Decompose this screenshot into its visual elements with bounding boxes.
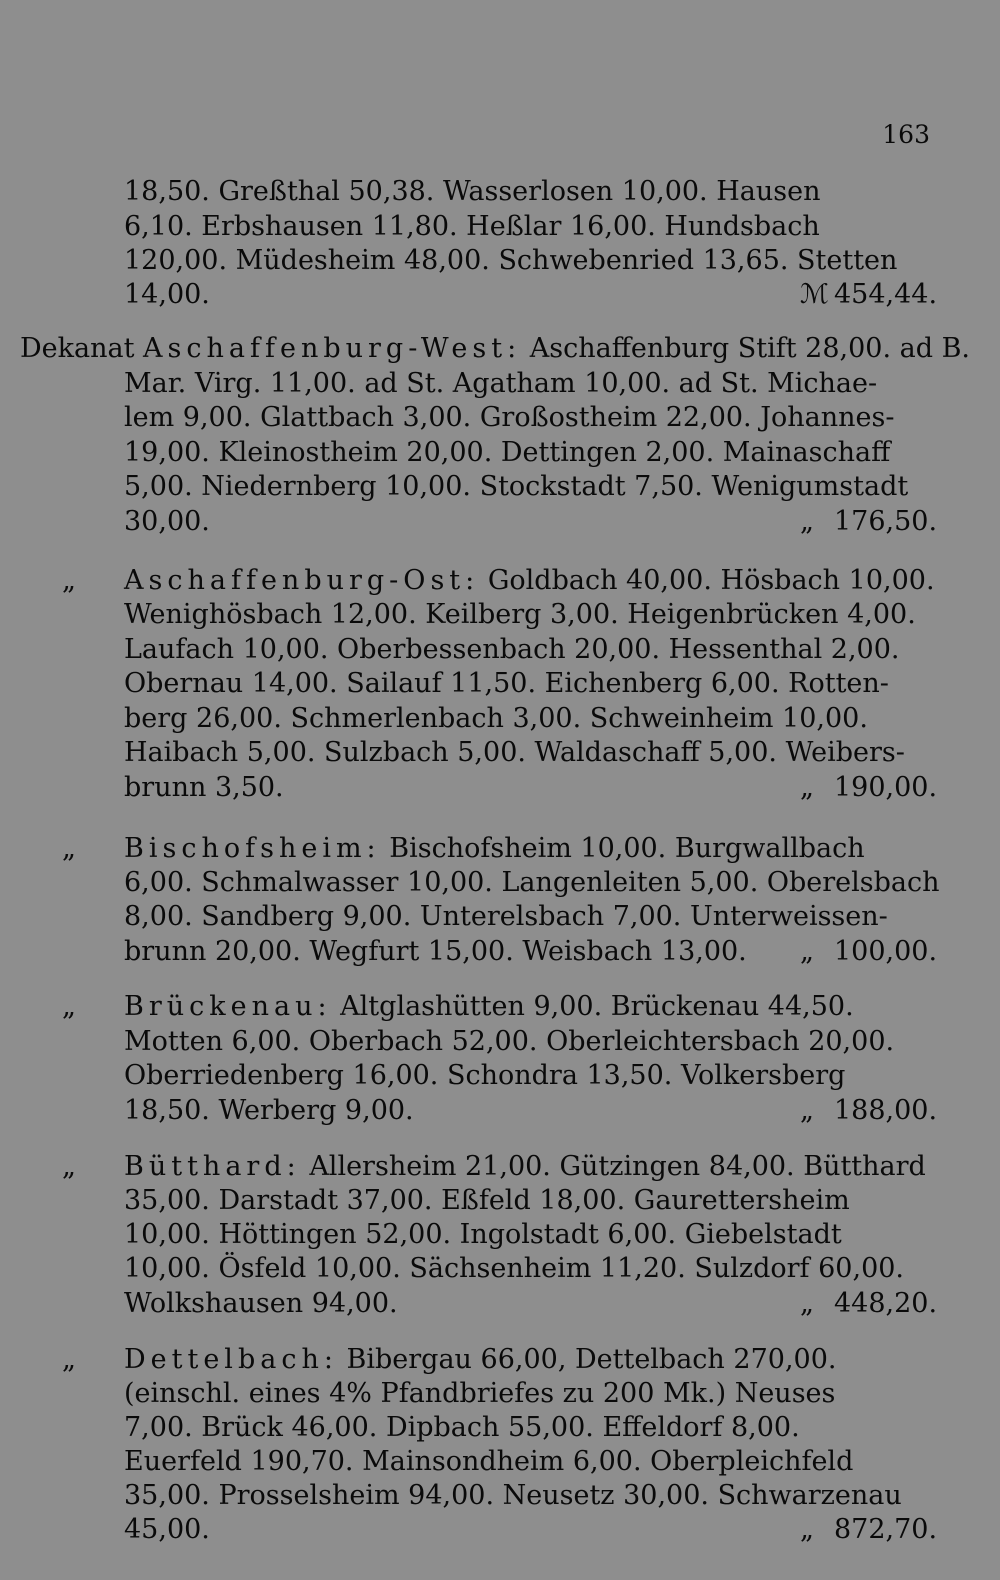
entry-total	[800, 935, 938, 969]
dekanat-label: Aschaffenburg-Ost:	[124, 565, 480, 596]
total-amount: 100,00.	[834, 936, 938, 967]
entry-line: 5,00. Niedernberg 10,00. Stockstadt 7,50. Wenigumstadt	[124, 471, 909, 502]
ditto-mark: „	[800, 1095, 814, 1126]
entry-line: 18,50. Greßthal 50,38. Wasserlosen 10,00. Hausen	[124, 176, 821, 207]
entry-line: 18,50. Werberg 9,00.	[124, 1095, 414, 1126]
entry-total	[800, 771, 938, 805]
ditto-mark: „	[62, 991, 76, 1022]
total-amount: 872,70.	[834, 1514, 938, 1545]
entry-line: 8,00. Sandberg 9,00. Unterelsbach 7,00. Unterweissen-	[124, 901, 888, 932]
entry-line: Mar. Virg. 11,00. ad St. Agatham 10,00. ad St. Michae-	[124, 368, 878, 399]
ditto-mark: „	[800, 772, 814, 803]
total-amount: 448,20.	[834, 1288, 938, 1319]
entry-line: Motten 6,00. Oberbach 52,00. Oberleichtersbach 20,00.	[124, 1026, 895, 1057]
entry-line: Haibach 5,00. Sulzbach 5,00. Waldaschaff 5,00. Weibers-	[124, 737, 905, 768]
dekanat-prefix: Dekanat	[20, 333, 135, 364]
dekanat-label: Aschaffenburg-West:	[143, 333, 522, 364]
entry-line: Wolkshausen 94,00.	[124, 1288, 398, 1319]
currency-mark: ℳ	[800, 279, 829, 310]
entry-line: 10,00. Ösfeld 10,00. Sächsenheim 11,20. Sulzdorf 60,00.	[124, 1253, 905, 1284]
entry-line: 6,10. Erbshausen 11,80. Heßlar 16,00. Hundsbach	[124, 211, 820, 242]
entry-line: brunn 20,00. Wegfurt 15,00. Weisbach 13,00.	[124, 936, 747, 967]
total-amount: 188,00.	[834, 1095, 938, 1126]
entry-heading-line	[124, 832, 865, 866]
entry-line: lem 9,00. Glattbach 3,00. Großostheim 22,00. Johannes-	[124, 402, 895, 433]
entry-total	[800, 1287, 938, 1321]
entry-line: 45,00.	[124, 1514, 210, 1545]
entry-heading-line	[124, 564, 935, 598]
entry-line: Euerfeld 190,70. Mainsondheim 6,00. Oberpleichfeld	[124, 1446, 854, 1477]
ditto-mark: „	[62, 833, 76, 864]
entry-line: Goldbach 40,00. Hösbach 10,00.	[487, 565, 935, 596]
entry-line: 35,00. Darstadt 37,00. Eßfeld 18,00. Gaurettersheim	[124, 1185, 850, 1216]
entry-line: Laufach 10,00. Oberbessenbach 20,00. Hessenthal 2,00.	[124, 634, 900, 665]
ditto-mark: „	[800, 1514, 814, 1545]
entry-line: 35,00. Prosselsheim 94,00. Neusetz 30,00. Schwarzenau	[124, 1480, 902, 1511]
entry-line: Oberriedenberg 16,00. Schondra 13,50. Volkersberg	[124, 1060, 846, 1091]
total-amount: 454,44.	[834, 279, 938, 310]
entry-total	[800, 278, 938, 312]
entry-line: 10,00. Höttingen 52,00. Ingolstadt 6,00. Giebelstadt	[124, 1219, 842, 1250]
entry-line: Bischofsheim 10,00. Burgwallbach	[389, 833, 865, 864]
entry-heading-line	[124, 1150, 926, 1184]
ditto-mark: „	[800, 1288, 814, 1319]
entry-heading-line	[20, 332, 970, 366]
dekanat-label: Dettelbach:	[124, 1344, 338, 1375]
ditto-mark: „	[62, 1151, 76, 1182]
entry-line: Allersheim 21,00. Gützingen 84,00. Bütthard	[309, 1151, 926, 1182]
entry-line: 6,00. Schmalwasser 10,00. Langenleiten 5,00. Oberelsbach	[124, 867, 940, 898]
ditto-mark: „	[800, 506, 814, 537]
entry-line: (einschl. eines 4% Pfandbriefes zu 200 Mk.) Neuses	[124, 1378, 836, 1409]
entry-line: 120,00. Müdesheim 48,00. Schwebenried 13,65. Stetten	[124, 245, 898, 276]
entry-line: Wenighösbach 12,00. Keilberg 3,00. Heigenbrücken 4,00.	[124, 599, 916, 630]
entry-heading-line	[124, 1343, 837, 1377]
ditto-mark: „	[62, 1344, 76, 1375]
entry-heading-line	[124, 990, 854, 1024]
entry-total	[800, 1513, 938, 1547]
entry-total	[800, 505, 938, 539]
ditto-mark: „	[62, 565, 76, 596]
entry-line: brunn 3,50.	[124, 772, 284, 803]
entry-line: 30,00.	[124, 506, 210, 537]
entry-total	[800, 1094, 938, 1128]
entry-line: 14,00.	[124, 279, 210, 310]
entry-line: Bibergau 66,00, Dettelbach 270,00.	[346, 1344, 837, 1375]
page-number: 163	[882, 120, 930, 149]
total-amount: 176,50.	[834, 506, 938, 537]
dekanat-label: Bischofsheim:	[124, 833, 381, 864]
entry-line: Aschaffenburg Stift 28,00. ad B.	[529, 333, 970, 364]
entry-line: Altglashütten 9,00. Brückenau 44,50.	[340, 991, 854, 1022]
dekanat-label: Bütthard:	[124, 1151, 301, 1182]
entry-line: Obernau 14,00. Sailauf 11,50. Eichenberg 6,00. Rotten-	[124, 668, 889, 699]
entry-line: 19,00. Kleinostheim 20,00. Dettingen 2,00. Mainaschaff	[124, 437, 891, 468]
dekanat-label: Brückenau:	[124, 991, 332, 1022]
total-amount: 190,00.	[834, 772, 938, 803]
entry-line: 7,00. Brück 46,00. Dipbach 55,00. Effeldorf 8,00.	[124, 1412, 800, 1443]
ditto-mark: „	[800, 936, 814, 967]
entry-line: berg 26,00. Schmerlenbach 3,00. Schweinheim 10,00.	[124, 703, 868, 734]
